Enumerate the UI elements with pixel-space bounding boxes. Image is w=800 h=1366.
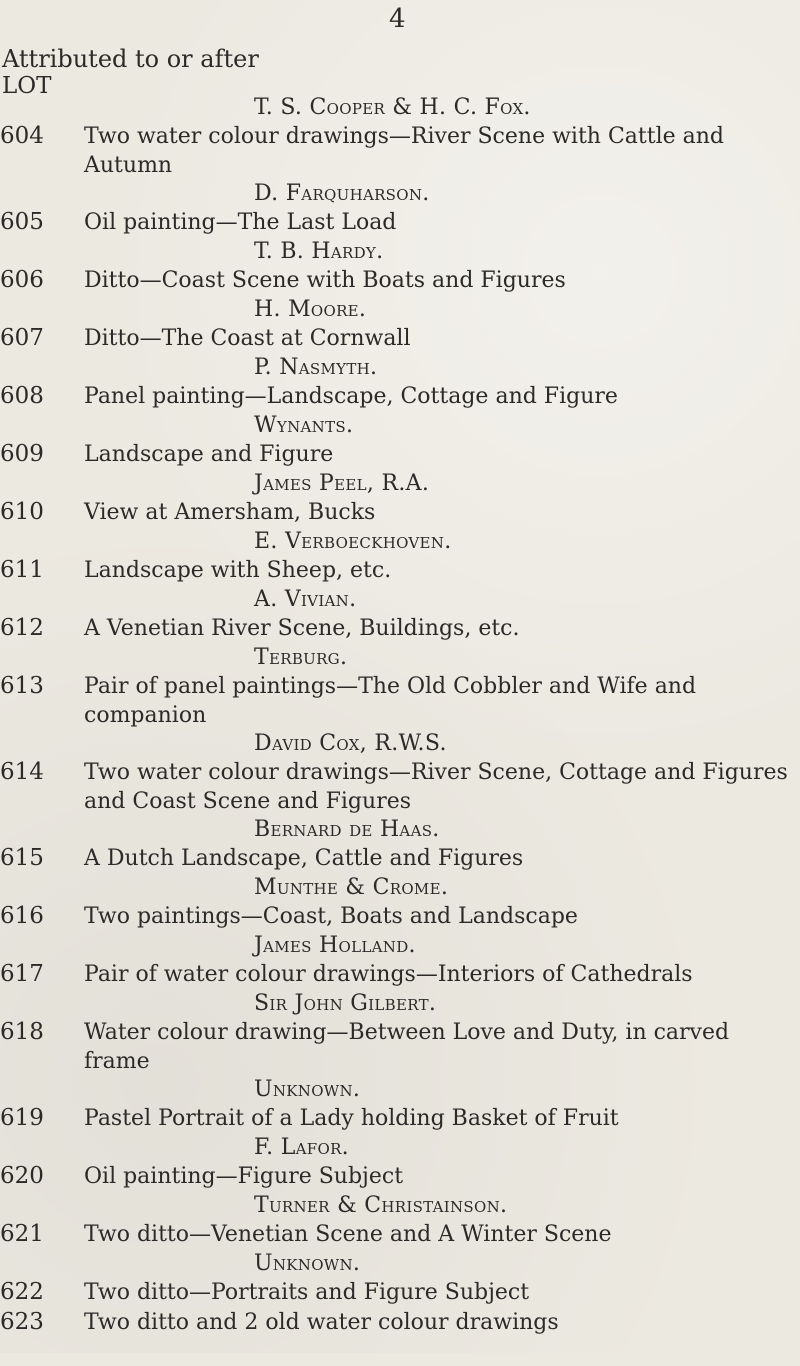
lot-row bbox=[0, 1278, 800, 1307]
lot-entry bbox=[0, 94, 800, 180]
lot-attribution: Unknown. bbox=[254, 1077, 361, 1102]
lot-attribution: A. Vivian. bbox=[254, 587, 357, 612]
lot-description: Ditto—Coast Scene with Boats and Figures bbox=[84, 268, 566, 293]
lot-row bbox=[0, 556, 800, 585]
lot-number: 611 bbox=[0, 557, 44, 583]
lot-entry bbox=[0, 296, 800, 354]
lot-attribution: F. Lafor. bbox=[254, 1135, 349, 1160]
lot-row bbox=[0, 324, 800, 353]
lot-description: A Dutch Landscape, Cattle and Figures bbox=[84, 846, 524, 871]
lot-entry bbox=[0, 816, 800, 874]
lot-attribution: Turner & Christainson. bbox=[254, 1193, 508, 1218]
lot-number: 618 bbox=[0, 1019, 44, 1045]
lot-number: 605 bbox=[0, 209, 44, 235]
lot-number: 606 bbox=[0, 267, 44, 293]
lot-number: 609 bbox=[0, 441, 44, 467]
lot-attribution: H. Moore. bbox=[254, 297, 367, 322]
lot-description: Landscape with Sheep, etc. bbox=[84, 558, 392, 583]
lot-attribution: Sir John Gilbert. bbox=[254, 991, 437, 1016]
lot-entry bbox=[0, 932, 800, 990]
lot-entry bbox=[0, 1308, 800, 1366]
lot-entry bbox=[0, 180, 800, 238]
lot-column-label: LOT bbox=[2, 73, 52, 99]
lot-description: Two ditto—Portraits and Figure Subject bbox=[84, 1280, 530, 1305]
lot-description: View at Amersham, Bucks bbox=[84, 500, 376, 525]
lot-list bbox=[0, 94, 800, 1366]
lot-description: A Venetian River Scene, Buildings, etc. bbox=[84, 616, 520, 641]
lot-row bbox=[0, 382, 800, 411]
lot-number: 623 bbox=[0, 1309, 44, 1335]
lot-attribution: Wynants. bbox=[254, 413, 354, 438]
lot-description: Ditto—The Coast at Cornwall bbox=[84, 326, 411, 351]
column-header bbox=[2, 47, 259, 98]
lot-entry bbox=[0, 730, 800, 816]
lot-row bbox=[0, 122, 800, 180]
lot-number: 612 bbox=[0, 615, 44, 641]
lot-number: 607 bbox=[0, 325, 44, 351]
lot-row bbox=[0, 208, 800, 237]
lot-attribution: T. S. Cooper & H. C. Fox. bbox=[254, 95, 531, 120]
lot-number: 604 bbox=[0, 123, 44, 149]
lot-row bbox=[0, 844, 800, 873]
lot-entry bbox=[0, 1134, 800, 1192]
lot-row bbox=[0, 1018, 800, 1076]
lot-description: Oil painting—Figure Subject bbox=[84, 1164, 404, 1189]
lot-row bbox=[0, 266, 800, 295]
lot-row bbox=[0, 1220, 800, 1249]
lot-row bbox=[0, 960, 800, 989]
lot-number: 622 bbox=[0, 1279, 44, 1305]
lot-description: Oil painting—The Last Load bbox=[84, 210, 397, 235]
lot-row bbox=[0, 498, 800, 527]
lot-description: Pastel Portrait of a Lady holding Basket of Fruit bbox=[84, 1106, 619, 1131]
lot-number: 613 bbox=[0, 673, 44, 699]
lot-entry bbox=[0, 1076, 800, 1134]
attribution-heading: Attributed to or after bbox=[2, 45, 259, 73]
lot-attribution: James Peel, R.A. bbox=[254, 471, 430, 496]
lot-description: Two water colour drawings—River Scene with Cattle and Autumn bbox=[84, 124, 724, 178]
lot-description: Water colour drawing—Between Love and Duty, in carved frame bbox=[84, 1020, 730, 1074]
lot-entry bbox=[0, 1192, 800, 1250]
lot-entry bbox=[0, 644, 800, 730]
lot-attribution: Bernard de Haas. bbox=[254, 817, 440, 842]
lot-row bbox=[0, 1308, 800, 1337]
lot-attribution: Unknown. bbox=[254, 1251, 361, 1276]
lot-description: Two paintings—Coast, Boats and Landscape bbox=[84, 904, 578, 929]
lot-row bbox=[0, 440, 800, 469]
lot-attribution: P. Nasmyth. bbox=[254, 355, 378, 380]
lot-attribution: E. Verboeckhoven. bbox=[254, 529, 452, 554]
lot-row bbox=[0, 614, 800, 643]
lot-entry bbox=[0, 238, 800, 296]
lot-number: 614 bbox=[0, 759, 44, 785]
lot-description: Two ditto and 2 old water colour drawings bbox=[84, 1310, 559, 1335]
lot-description: Two water colour drawings—River Scene, Cottage and Figures and Coast Scene and Figures bbox=[84, 760, 788, 814]
lot-row bbox=[0, 758, 800, 816]
page-number: 4 bbox=[389, 4, 406, 34]
lot-entry bbox=[0, 874, 800, 932]
lot-description: Panel painting—Landscape, Cottage and Figure bbox=[84, 384, 618, 409]
lot-number: 621 bbox=[0, 1221, 44, 1247]
lot-entry bbox=[0, 412, 800, 470]
lot-attribution: David Cox, R.W.S. bbox=[254, 731, 447, 756]
lot-description: Pair of panel paintings—The Old Cobbler and Wife and companion bbox=[84, 674, 697, 728]
lot-entry bbox=[0, 586, 800, 644]
lot-entry bbox=[0, 528, 800, 586]
lot-number: 610 bbox=[0, 499, 44, 525]
lot-description: Landscape and Figure bbox=[84, 442, 334, 467]
lot-number: 619 bbox=[0, 1105, 44, 1131]
lot-number: 616 bbox=[0, 903, 44, 929]
lot-entry bbox=[0, 990, 800, 1076]
lot-attribution: James Holland. bbox=[254, 933, 416, 958]
lot-entry bbox=[0, 1250, 800, 1308]
lot-attribution: T. B. Hardy. bbox=[254, 239, 384, 264]
lot-row bbox=[0, 1162, 800, 1191]
lot-row bbox=[0, 902, 800, 931]
lot-description: Pair of water colour drawings—Interiors of Cathedrals bbox=[84, 962, 693, 987]
lot-attribution: Terburg. bbox=[254, 645, 348, 670]
lot-attribution: D. Farquharson. bbox=[254, 181, 430, 206]
lot-number: 615 bbox=[0, 845, 44, 871]
lot-entry bbox=[0, 354, 800, 412]
lot-attribution: Munthe & Crome. bbox=[254, 875, 449, 900]
lot-number: 620 bbox=[0, 1163, 44, 1189]
lot-number: 608 bbox=[0, 383, 44, 409]
lot-entry bbox=[0, 470, 800, 528]
lot-number: 617 bbox=[0, 961, 44, 987]
lot-description: Two ditto—Venetian Scene and A Winter Scene bbox=[84, 1222, 612, 1247]
lot-row bbox=[0, 1104, 800, 1133]
lot-row bbox=[0, 672, 800, 730]
